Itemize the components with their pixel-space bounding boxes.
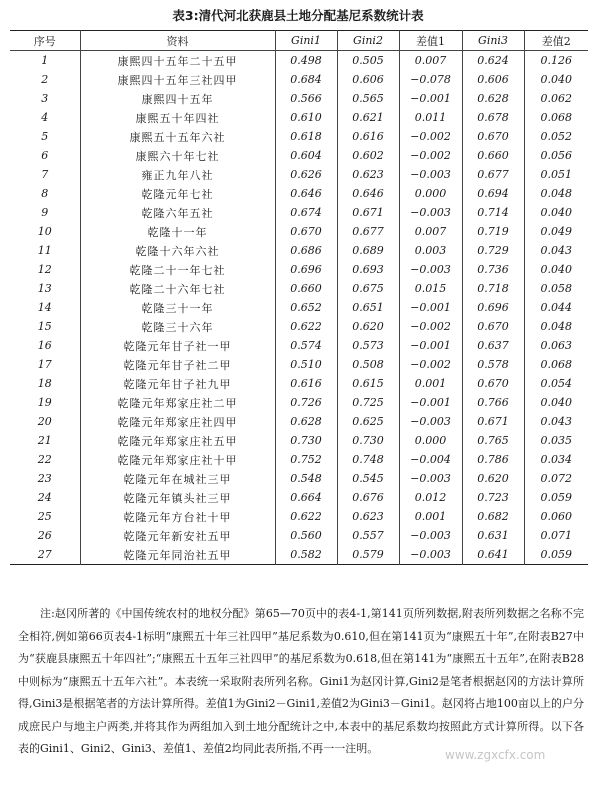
row-value: 0.040 <box>524 70 588 89</box>
row-value: 0.694 <box>462 184 524 203</box>
row-value: 0.510 <box>275 355 337 374</box>
row-index: 11 <box>10 241 80 260</box>
row-value: 0.689 <box>337 241 399 260</box>
table-row <box>10 127 588 146</box>
table-title: 表3:清代河北获鹿县土地分配基尼系数统计表 <box>172 8 424 23</box>
row-source: 康熙四十五年三社四甲 <box>80 70 275 89</box>
row-source: 乾隆三十一年 <box>80 298 275 317</box>
row-index: 21 <box>10 431 80 450</box>
table-row <box>10 469 588 488</box>
row-value: 0.646 <box>337 184 399 203</box>
row-value: 0.545 <box>337 469 399 488</box>
table-row <box>10 545 588 565</box>
row-source: 乾隆六年五社 <box>80 203 275 222</box>
row-index: 9 <box>10 203 80 222</box>
row-source: 乾隆二十六年七社 <box>80 279 275 298</box>
row-index: 3 <box>10 89 80 108</box>
row-value: 0.620 <box>337 317 399 336</box>
row-value: 0.622 <box>275 507 337 526</box>
row-value: 0.034 <box>524 450 588 469</box>
table-row <box>10 222 588 241</box>
row-value: 0.651 <box>337 298 399 317</box>
column-header: Gini1 <box>275 31 337 51</box>
table-row <box>10 355 588 374</box>
row-value: −0.078 <box>399 70 462 89</box>
table-row <box>10 146 588 165</box>
row-index: 2 <box>10 70 80 89</box>
table-row <box>10 184 588 203</box>
row-value: 0.641 <box>462 545 524 565</box>
row-value: 0.623 <box>337 165 399 184</box>
row-value: 0.676 <box>337 488 399 507</box>
row-value: 0.729 <box>462 241 524 260</box>
row-value: 0.670 <box>275 222 337 241</box>
row-value: 0.637 <box>462 336 524 355</box>
row-index: 25 <box>10 507 80 526</box>
row-source: 乾隆元年郑家庄社十甲 <box>80 450 275 469</box>
table-row <box>10 317 588 336</box>
row-value: −0.003 <box>399 469 462 488</box>
table-row <box>10 165 588 184</box>
row-value: −0.003 <box>399 203 462 222</box>
table-row <box>10 260 588 279</box>
row-value: 0.565 <box>337 89 399 108</box>
row-source: 乾隆元年同治社五甲 <box>80 545 275 565</box>
row-source: 乾隆元年新安社五甲 <box>80 526 275 545</box>
row-value: 0.048 <box>524 317 588 336</box>
table-row <box>10 336 588 355</box>
row-value: 0.003 <box>399 241 462 260</box>
row-source: 康熙五十五年六社 <box>80 127 275 146</box>
row-source: 乾隆元年七社 <box>80 184 275 203</box>
column-header: 差值1 <box>399 31 462 51</box>
table-header-row <box>10 31 588 51</box>
row-value: 0.730 <box>275 431 337 450</box>
row-value: 0.719 <box>462 222 524 241</box>
row-value: 0.604 <box>275 146 337 165</box>
row-value: −0.002 <box>399 127 462 146</box>
row-source: 乾隆元年在城社三甲 <box>80 469 275 488</box>
row-value: 0.068 <box>524 355 588 374</box>
row-value: 0.498 <box>275 51 337 71</box>
row-value: 0.059 <box>524 488 588 507</box>
row-value: 0.052 <box>524 127 588 146</box>
row-value: 0.001 <box>399 374 462 393</box>
row-value: 0.040 <box>524 393 588 412</box>
table-row <box>10 108 588 127</box>
row-value: 0.000 <box>399 184 462 203</box>
row-value: 0.610 <box>275 108 337 127</box>
row-value: 0.044 <box>524 298 588 317</box>
row-index: 20 <box>10 412 80 431</box>
row-source: 雍正九年八社 <box>80 165 275 184</box>
row-source: 乾隆元年甘子社九甲 <box>80 374 275 393</box>
row-value: 0.606 <box>337 70 399 89</box>
row-value: 0.007 <box>399 222 462 241</box>
row-value: 0.714 <box>462 203 524 222</box>
row-value: 0.574 <box>275 336 337 355</box>
row-value: 0.602 <box>337 146 399 165</box>
row-value: 0.054 <box>524 374 588 393</box>
row-value: 0.072 <box>524 469 588 488</box>
table-row <box>10 412 588 431</box>
row-value: 0.068 <box>524 108 588 127</box>
row-value: 0.000 <box>399 431 462 450</box>
row-value: 0.035 <box>524 431 588 450</box>
row-value: 0.786 <box>462 450 524 469</box>
row-value: 0.725 <box>337 393 399 412</box>
row-source: 康熙六十年七社 <box>80 146 275 165</box>
row-value: 0.628 <box>462 89 524 108</box>
table-note: 注:赵冈所著的《中国传统农村的地权分配》第65—70页中的表4-1,第141页所列数据,附表所列数据之名称不完全相符,例如第66页表4-1标明“康熙五十年三社四甲”基尼系数为0.610,但在第141页为“康熙五十年”,在附表B27中为“获鹿县康熙五十年四社”;“康熙五十五年三社四甲”的基尼系数为0.618,但在第141为“康熙五十五年”,在附表B28中则标为“康熙五十五年六社”。本表统一采取附表所列名称。Gini1为赵冈计算,Gini2是笔者根据赵冈的方法计算所得,Gini3是根据笔者的方法计算所得。差值1为Gini2－Gini1,差值2为Gini3－Gini1。赵冈将占地100亩以上的户分成庶民户与地主户两类,并将其作为两组加入到土地分配统计之中,本表中的基尼系数均按照此方式计算所得。以下各表的Gini1、Gini2、Gini3、差值1、差值2均同此表所指,不再一一注明。 <box>18 607 584 755</box>
table-row <box>10 507 588 526</box>
row-value: 0.548 <box>275 469 337 488</box>
row-value: 0.578 <box>462 355 524 374</box>
row-value: 0.573 <box>337 336 399 355</box>
row-value: 0.686 <box>275 241 337 260</box>
row-value: 0.043 <box>524 241 588 260</box>
row-value: −0.001 <box>399 89 462 108</box>
row-source: 乾隆十六年六社 <box>80 241 275 260</box>
row-value: 0.048 <box>524 184 588 203</box>
row-value: 0.566 <box>275 89 337 108</box>
row-value: 0.670 <box>462 317 524 336</box>
row-value: 0.040 <box>524 203 588 222</box>
row-value: 0.670 <box>462 374 524 393</box>
row-value: 0.675 <box>337 279 399 298</box>
table-row <box>10 89 588 108</box>
row-value: 0.752 <box>275 450 337 469</box>
table-row <box>10 279 588 298</box>
row-value: 0.674 <box>275 203 337 222</box>
row-index: 10 <box>10 222 80 241</box>
row-value: −0.004 <box>399 450 462 469</box>
row-source: 乾隆十一年 <box>80 222 275 241</box>
row-value: 0.058 <box>524 279 588 298</box>
column-header: 序号 <box>10 31 80 51</box>
row-value: 0.040 <box>524 260 588 279</box>
row-value: −0.003 <box>399 526 462 545</box>
row-value: 0.582 <box>275 545 337 565</box>
row-value: 0.062 <box>524 89 588 108</box>
row-value: 0.620 <box>462 469 524 488</box>
column-header: Gini3 <box>462 31 524 51</box>
row-value: −0.003 <box>399 545 462 565</box>
row-value: 0.693 <box>337 260 399 279</box>
row-value: −0.003 <box>399 165 462 184</box>
table-row <box>10 51 588 71</box>
row-value: 0.059 <box>524 545 588 565</box>
row-source: 乾隆元年甘子社一甲 <box>80 336 275 355</box>
row-value: −0.002 <box>399 146 462 165</box>
row-value: 0.616 <box>337 127 399 146</box>
row-value: 0.623 <box>337 507 399 526</box>
row-value: 0.063 <box>524 336 588 355</box>
row-index: 26 <box>10 526 80 545</box>
row-source: 乾隆元年郑家庄社五甲 <box>80 431 275 450</box>
row-source: 乾隆元年郑家庄社四甲 <box>80 412 275 431</box>
row-source: 乾隆元年甘子社二甲 <box>80 355 275 374</box>
row-value: 0.670 <box>462 127 524 146</box>
row-value: 0.049 <box>524 222 588 241</box>
row-value: −0.003 <box>399 260 462 279</box>
row-value: 0.718 <box>462 279 524 298</box>
column-header: 差值2 <box>524 31 588 51</box>
row-value: 0.557 <box>337 526 399 545</box>
row-index: 18 <box>10 374 80 393</box>
row-value: 0.678 <box>462 108 524 127</box>
row-source: 乾隆三十六年 <box>80 317 275 336</box>
table-row <box>10 298 588 317</box>
row-value: −0.002 <box>399 355 462 374</box>
row-value: −0.001 <box>399 336 462 355</box>
table-row <box>10 393 588 412</box>
row-value: 0.677 <box>337 222 399 241</box>
row-value: 0.671 <box>337 203 399 222</box>
row-index: 27 <box>10 545 80 565</box>
row-index: 23 <box>10 469 80 488</box>
table-row <box>10 431 588 450</box>
row-index: 12 <box>10 260 80 279</box>
row-value: 0.505 <box>337 51 399 71</box>
row-value: 0.056 <box>524 146 588 165</box>
row-value: 0.671 <box>462 412 524 431</box>
row-value: 0.723 <box>462 488 524 507</box>
row-value: 0.664 <box>275 488 337 507</box>
row-value: 0.508 <box>337 355 399 374</box>
row-value: 0.560 <box>275 526 337 545</box>
row-value: 0.616 <box>275 374 337 393</box>
row-index: 4 <box>10 108 80 127</box>
column-header: 资料 <box>80 31 275 51</box>
row-value: 0.007 <box>399 51 462 71</box>
table-body <box>10 51 588 565</box>
gini-table <box>10 30 588 565</box>
row-value: 0.748 <box>337 450 399 469</box>
row-value: 0.606 <box>462 70 524 89</box>
table-row <box>10 203 588 222</box>
row-value: 0.618 <box>275 127 337 146</box>
column-header: Gini2 <box>337 31 399 51</box>
table-row <box>10 450 588 469</box>
row-value: 0.736 <box>462 260 524 279</box>
row-index: 8 <box>10 184 80 203</box>
row-value: 0.730 <box>337 431 399 450</box>
row-source: 乾隆元年郑家庄社二甲 <box>80 393 275 412</box>
row-value: 0.060 <box>524 507 588 526</box>
row-index: 6 <box>10 146 80 165</box>
row-value: 0.043 <box>524 412 588 431</box>
row-value: −0.001 <box>399 298 462 317</box>
row-value: 0.011 <box>399 108 462 127</box>
row-value: 0.621 <box>337 108 399 127</box>
row-value: 0.626 <box>275 165 337 184</box>
table-row <box>10 241 588 260</box>
row-value: 0.631 <box>462 526 524 545</box>
row-value: 0.660 <box>462 146 524 165</box>
row-index: 14 <box>10 298 80 317</box>
row-value: 0.677 <box>462 165 524 184</box>
row-value: 0.015 <box>399 279 462 298</box>
row-value: 0.579 <box>337 545 399 565</box>
row-value: 0.625 <box>337 412 399 431</box>
row-value: −0.002 <box>399 317 462 336</box>
row-value: 0.765 <box>462 431 524 450</box>
row-value: 0.646 <box>275 184 337 203</box>
row-source: 乾隆二十一年七社 <box>80 260 275 279</box>
row-value: 0.051 <box>524 165 588 184</box>
table-row <box>10 526 588 545</box>
row-index: 22 <box>10 450 80 469</box>
row-value: −0.003 <box>399 412 462 431</box>
row-value: 0.696 <box>275 260 337 279</box>
row-value: 0.126 <box>524 51 588 71</box>
row-index: 15 <box>10 317 80 336</box>
row-source: 康熙五十年四社 <box>80 108 275 127</box>
row-index: 17 <box>10 355 80 374</box>
row-source: 乾隆元年镇头社三甲 <box>80 488 275 507</box>
row-value: 0.624 <box>462 51 524 71</box>
row-value: 0.615 <box>337 374 399 393</box>
row-value: 0.652 <box>275 298 337 317</box>
table-row <box>10 488 588 507</box>
row-source: 乾隆元年方台社十甲 <box>80 507 275 526</box>
row-index: 19 <box>10 393 80 412</box>
table-row <box>10 70 588 89</box>
row-index: 24 <box>10 488 80 507</box>
row-source: 康熙四十五年二十五甲 <box>80 51 275 71</box>
row-value: 0.682 <box>462 507 524 526</box>
row-index: 5 <box>10 127 80 146</box>
row-value: 0.071 <box>524 526 588 545</box>
row-value: −0.001 <box>399 393 462 412</box>
row-value: 0.001 <box>399 507 462 526</box>
row-value: 0.696 <box>462 298 524 317</box>
row-value: 0.628 <box>275 412 337 431</box>
row-index: 1 <box>10 51 80 71</box>
watermark: www.zgxcfx.com <box>445 748 546 762</box>
row-value: 0.766 <box>462 393 524 412</box>
row-value: 0.622 <box>275 317 337 336</box>
row-value: 0.012 <box>399 488 462 507</box>
row-value: 0.684 <box>275 70 337 89</box>
row-value: 0.726 <box>275 393 337 412</box>
table-row <box>10 374 588 393</box>
row-index: 7 <box>10 165 80 184</box>
row-source: 康熙四十五年 <box>80 89 275 108</box>
row-index: 13 <box>10 279 80 298</box>
row-index: 16 <box>10 336 80 355</box>
row-value: 0.660 <box>275 279 337 298</box>
